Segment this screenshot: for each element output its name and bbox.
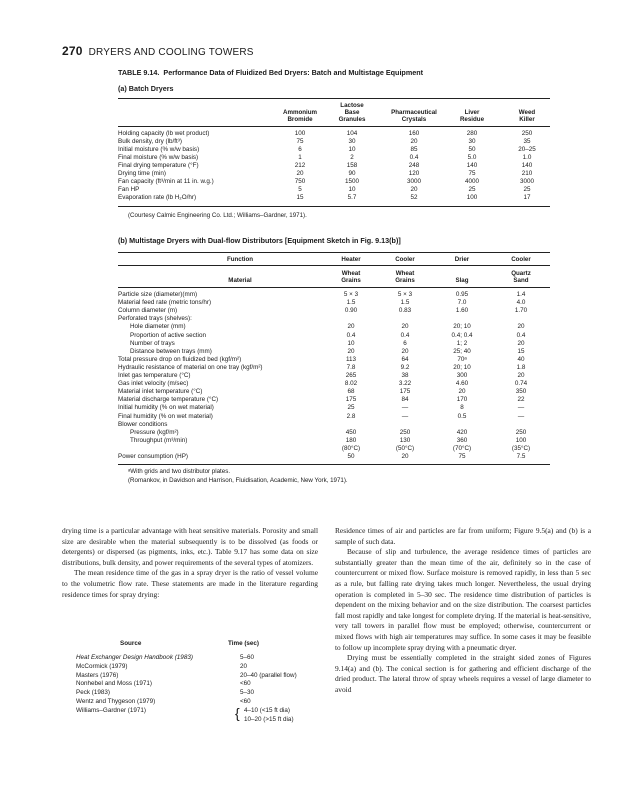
cell-value: 250 [515,428,527,436]
row-label: Material discharge temperature (°C) [118,396,219,404]
cell-value: 0.90 [344,307,358,315]
row-label: Drying time (min) [118,170,166,177]
cell-value: 20 [410,186,418,193]
residence-time: 10–20 (>15 ft dia) [244,715,294,723]
batch-column-header: Base [344,109,360,116]
table-rule [118,206,550,207]
cell-value: 6 [403,339,407,347]
cell-value: 20; 10 [453,323,471,331]
row-label: Distance between trays (mm) [130,347,212,355]
cell-value: 2 [350,154,354,161]
function-header: Heater [341,256,361,263]
function-header: Cooler [395,256,415,263]
residence-source: McCormick (1979) [76,662,128,670]
residence-time: 20 [240,662,248,670]
cell-value: 130 [399,436,411,444]
cell-value: 75 [458,453,466,460]
table-row [118,438,548,446]
left-paragraph: drying time is a particular advantage with heat sensitive materials. Porosity and small size are desirable when the material subsequently is to be dissolved (as foods or detergents) or dispersed (as pigments, inks, etc.). Table 9.17 has some data on size distributions, bulk density, and power requirements of the several types of atomizers. [62,526,318,567]
row-label: Initial moisture (% w/w basis) [118,146,200,153]
row-label: Material feed rate (metric tons/hr) [118,299,212,307]
cell-value: 1.60 [455,307,469,315]
cell-value: 113 [345,355,357,363]
cell-value: (80°C) [341,444,361,452]
cell-value: 158 [346,162,358,169]
cell-value: 68 [347,388,355,396]
batch-column-header: Killer [519,116,535,123]
row-label: Throughput (m³/min) [130,436,188,444]
table-rule [118,126,550,127]
row-label: Number of trays [130,339,175,347]
row-label: Fan HP [118,186,140,193]
cell-value: 1.0 [522,154,532,161]
cell-value: 160 [408,130,420,137]
cell-value: 20 [517,323,525,331]
cell-value: 20–25 [518,146,536,153]
cell-value: 20 [401,323,409,331]
cell-value: 40 [517,355,525,363]
table-title [118,68,423,77]
cell-value: 1; 2 [456,339,468,347]
residence-source: Heat Exchanger Design Handbook (1983) [76,654,193,661]
cell-value: 5 × 3 [343,291,359,298]
table-source-note: (Courtesy Calmic Engineering Co. Ltd.; Williams–Gardner, 1971). [128,212,307,219]
table-row [118,163,548,171]
row-label: Particle size (diameter)(mm) [118,291,198,298]
cell-value: 25 [347,404,355,412]
residence-time: 5–60 [240,654,255,661]
residence-time: <60 [240,680,251,688]
table-row [118,300,548,308]
row-label: Pressure (kgf/m²) [130,428,179,436]
table-rule [118,464,550,465]
page-header [62,44,254,58]
residence-time: 20–40 (parallel flow) [240,671,297,679]
cell-value: 20 [517,372,525,379]
cell-value: 175 [399,388,411,396]
cell-value: 5.0 [467,154,477,161]
row-label: Perforated trays (shelves): [118,315,192,323]
material-header: Sand [513,277,529,284]
right-text-column [335,526,591,696]
cell-value: 30 [468,138,476,145]
residence-source: Masters (1976) [76,671,119,679]
cell-value: 9.2 [400,363,410,371]
cell-value: 35 [523,138,531,145]
cell-value: 140 [521,162,533,169]
table-number: TABLE 9.14. [118,68,160,77]
row-label: Final drying temperature (°F) [118,162,199,169]
row-label: Fan capacity (ft³/min at 11 in. w.g.) [118,178,214,185]
table-rule [118,252,550,253]
row-label: Holding capacity (lb wet product) [118,130,210,137]
cell-value: 3000 [519,178,534,185]
cell-value: 0.5 [457,412,467,420]
source-column-header: Source [120,640,142,647]
row-label: Blower conditions [118,420,168,428]
cell-value: 265 [345,372,357,379]
batch-column-header: Liver [464,109,480,116]
table-source-note: (Romankov, in Davidson and Harrison, Fluidisation, Academic, New York, 1971). [128,477,348,484]
cell-value: (35°C) [511,444,531,452]
cell-value: 300 [456,372,468,379]
cell-value: 75 [296,138,304,145]
cell-value: 0.4 [346,331,356,339]
cell-value: 25; 40 [453,347,471,355]
cell-value: 0.4; 0.4 [451,331,473,339]
residence-time: 4–10 (<15 ft dia) [244,706,291,714]
cell-value: 120 [408,170,420,177]
cell-value: 0.74 [514,380,528,388]
cell-value: 20 [517,339,525,347]
table-title-text: Performance Data of Fluidized Bed Dryers: Batch and Multistage Equipment [163,68,423,77]
batch-column-header: Residue [459,116,485,123]
material-header: Slag [455,277,469,284]
function-header: Cooler [511,256,531,263]
cell-value: 7.8 [346,363,356,371]
cell-value: 180 [345,436,357,444]
cell-value: 0.4 [400,331,410,339]
cell-value: 20 [401,347,409,355]
row-label: Hole diameter (mm) [130,323,186,331]
residence-source: Williams–Gardner (1971) [76,706,146,714]
cell-value: 100 [294,130,306,137]
cell-value: 104 [346,130,358,137]
material-header: Wheat [395,270,415,277]
cell-value: 100 [515,436,527,444]
cell-value: 1500 [344,178,359,185]
cell-value: 10 [348,186,356,193]
cell-value: 22 [517,396,525,404]
left-text-column [62,526,318,600]
cell-value: 1.70 [514,307,528,315]
page-number: 270 [62,44,83,58]
cell-value: 360 [456,436,468,444]
cell-value: 350 [515,388,527,396]
material-header: Grains [341,277,361,284]
cell-value: 1.4 [516,291,526,298]
cell-value: 8 [460,404,464,412]
row-label: Final humidity (% on wet material) [118,412,213,420]
batch-column-header: Lactose [340,102,364,109]
table-row [118,131,548,139]
cell-value: 212 [294,162,306,169]
cell-value: 750 [294,178,306,185]
cell-value: 2.8 [346,412,356,420]
cell-value: 50 [468,146,476,153]
row-label: Inlet gas temperature (°C) [118,372,191,379]
cell-value: 25 [523,186,531,193]
running-title: DRYERS AND COOLING TOWERS [88,47,254,58]
cell-value: 5 × 3 [397,291,413,298]
table-rule [118,265,550,266]
cell-value: 250 [521,130,533,137]
cell-value: (50°C) [395,444,415,452]
cell-value: 38 [401,372,409,379]
cell-value: 10 [347,339,355,347]
cell-value: — [401,412,409,420]
cell-value: 0.95 [455,291,469,298]
batch-column-header: Weed [518,109,536,116]
residence-source: Peck (1983) [76,689,110,697]
cell-value: 100 [466,194,478,201]
table-row [118,454,548,462]
residence-source: Nonhebel and Moss (1971) [76,680,152,688]
cell-value: 15 [517,347,525,355]
function-label: Function [226,256,254,263]
material-header: Quartz [511,270,531,277]
cell-value: 280 [466,130,478,137]
material-header: Wheat [341,270,361,277]
cell-value: 420 [456,428,468,436]
row-label: Hydraulic resistance of material on one tray (kgf/m²) [118,363,263,371]
table-row [118,195,548,203]
cell-value: 75 [468,170,476,177]
cell-value: 20 [401,453,409,460]
cell-value: 1.8 [516,363,526,371]
material-header: Grains [395,277,415,284]
row-label: Column diameter (m) [118,307,178,315]
cell-value: 50 [347,453,355,460]
cell-value: 3.22 [398,380,412,388]
cell-value: 175 [345,396,357,404]
cell-value: 5.7 [347,194,357,201]
cell-value: 90 [348,170,356,177]
cell-value: 64 [401,355,409,363]
table-row [118,422,548,430]
table-row [118,414,548,422]
right-paragraph: Because of slip and turbulence, the average residence times of particles are substantially greater than the mean time of the air, definitely so in the case of countercurrent or mixed flow. Surface moisture is removed rapidly, in less than 5 sec as a rule, but falling rate drying takes much longer. Nevertheless, the usual drying operation is completed in 5–30 sec. The residence time distribution of particles is dependent on the mixing behavior and on the size distribution. The coarsest particles fall most rapidly and take longest for complete drying. If the material is heat-sensitive, very tall towers in parallel flow must be employed; otherwise, countercurrent or mixed flows with high air temperatures may suffice. In some cases it may be feasible to follow up incomplete spray drying with a pneumatic dryer. [335,547,591,652]
cell-value: 0.4 [409,154,419,161]
cell-value: 17 [523,194,531,201]
table-rule [118,287,550,288]
cell-value: 20 [410,138,418,145]
cell-value: 450 [345,428,357,436]
time-column-header: Time (sec) [228,640,260,647]
cell-value: 20 [296,170,304,177]
function-header: Drier [454,256,470,263]
cell-value: 20; 10 [453,363,471,371]
row-label: Proportion of active section [130,331,206,339]
cell-value: 6 [298,146,302,153]
cell-value: 248 [408,162,420,169]
batch-column-header: Pharmaceutical [391,109,437,116]
row-label: Material inlet temperature (°C) [118,388,203,396]
cell-value: 1.5 [400,299,410,307]
batch-column-header: Crystals [401,116,427,123]
cell-value: 4.60 [455,380,469,388]
cell-value: 4000 [464,178,479,185]
row-label: Power consumption (HP) [118,453,188,460]
batch-column-header: Bromide [287,116,313,123]
cell-value: 85 [410,146,418,153]
cell-value: 210 [521,170,533,177]
cell-value: 30 [348,138,356,145]
cell-value: 7.0 [457,299,467,307]
cell-value: (70°C) [452,444,472,452]
material-label: Material [228,277,252,284]
residence-time: 5–30 [240,689,255,697]
table-row [118,333,548,341]
cell-value: 5 [298,186,302,193]
row-label: Bulk density, dry (lb/ft³) [118,138,182,145]
cell-value: 0.83 [398,307,412,315]
batch-heading: (a) Batch Dryers [118,84,174,93]
cell-value: 1 [298,154,302,161]
cell-value: 15 [296,194,304,201]
cell-value: 3000 [406,178,421,185]
cell-value: 7.5 [516,453,526,460]
residence-source: Wentz and Thygeson (1979) [76,698,156,705]
row-label: Total pressure drop on fluidized bed (kgf/m²) [118,355,242,363]
cell-value: 25 [468,186,476,193]
cell-value: — [517,404,525,412]
cell-value: 52 [410,194,418,201]
left-paragraph: The mean residence time of the gas in a spray dryer is the ratio of vessel volume to the volumetric flow rate. These statements are made in the literature regarding residence times for spray drying: [62,568,318,599]
cell-value: 4.0 [516,299,526,307]
cell-value: 170 [456,396,468,404]
cell-value: — [517,412,525,420]
right-paragraph: Drying must be essentially completed in the straight sided zones of Figures 9.14(a) and (b). The conical section is for gathering and efficient discharge of the dried product. The lateral throw of spray wheels requires a vessel of large diameter to avoid [335,653,591,694]
row-label: Final moisture (% w/w basis) [118,154,199,161]
row-label: Evaporation rate (lb H₂O/hr) [118,194,197,201]
cell-value: 20 [347,347,355,355]
brace-symbol: { [235,704,240,721]
row-label: Initial humidity (% on wet material) [118,404,214,412]
row-label: Gas inlet velocity (m/sec) [118,380,189,388]
cell-value: 1.5 [346,299,356,307]
table-row [118,179,548,187]
table-rule [118,98,550,99]
cell-value: 20 [458,388,466,396]
residence-time: <60 [240,698,251,705]
right-paragraph: Residence times of air and particles are far from uniform; Figure 9.5(a) and (b) is a sample of such data. [335,526,591,546]
multistage-heading: (b) Multistage Dryers with Dual-flow Distributors [Equipment Sketch in Fig. 9.13(b)] [118,236,401,245]
batch-column-header: Ammonium [282,109,318,116]
batch-column-header: Granules [338,116,366,123]
cell-value: 140 [466,162,478,169]
cell-value: 10 [348,146,356,153]
cell-value: 8.02 [344,380,358,388]
table-footnote: ᵃWith grids and two distributor plates. [128,468,231,475]
cell-value: 0.4 [516,331,526,339]
cell-value: 70ᵃ [457,355,467,363]
cell-value: 20 [347,323,355,331]
cell-value: 250 [399,428,411,436]
cell-value: 84 [401,396,409,404]
cell-value: — [401,404,409,412]
